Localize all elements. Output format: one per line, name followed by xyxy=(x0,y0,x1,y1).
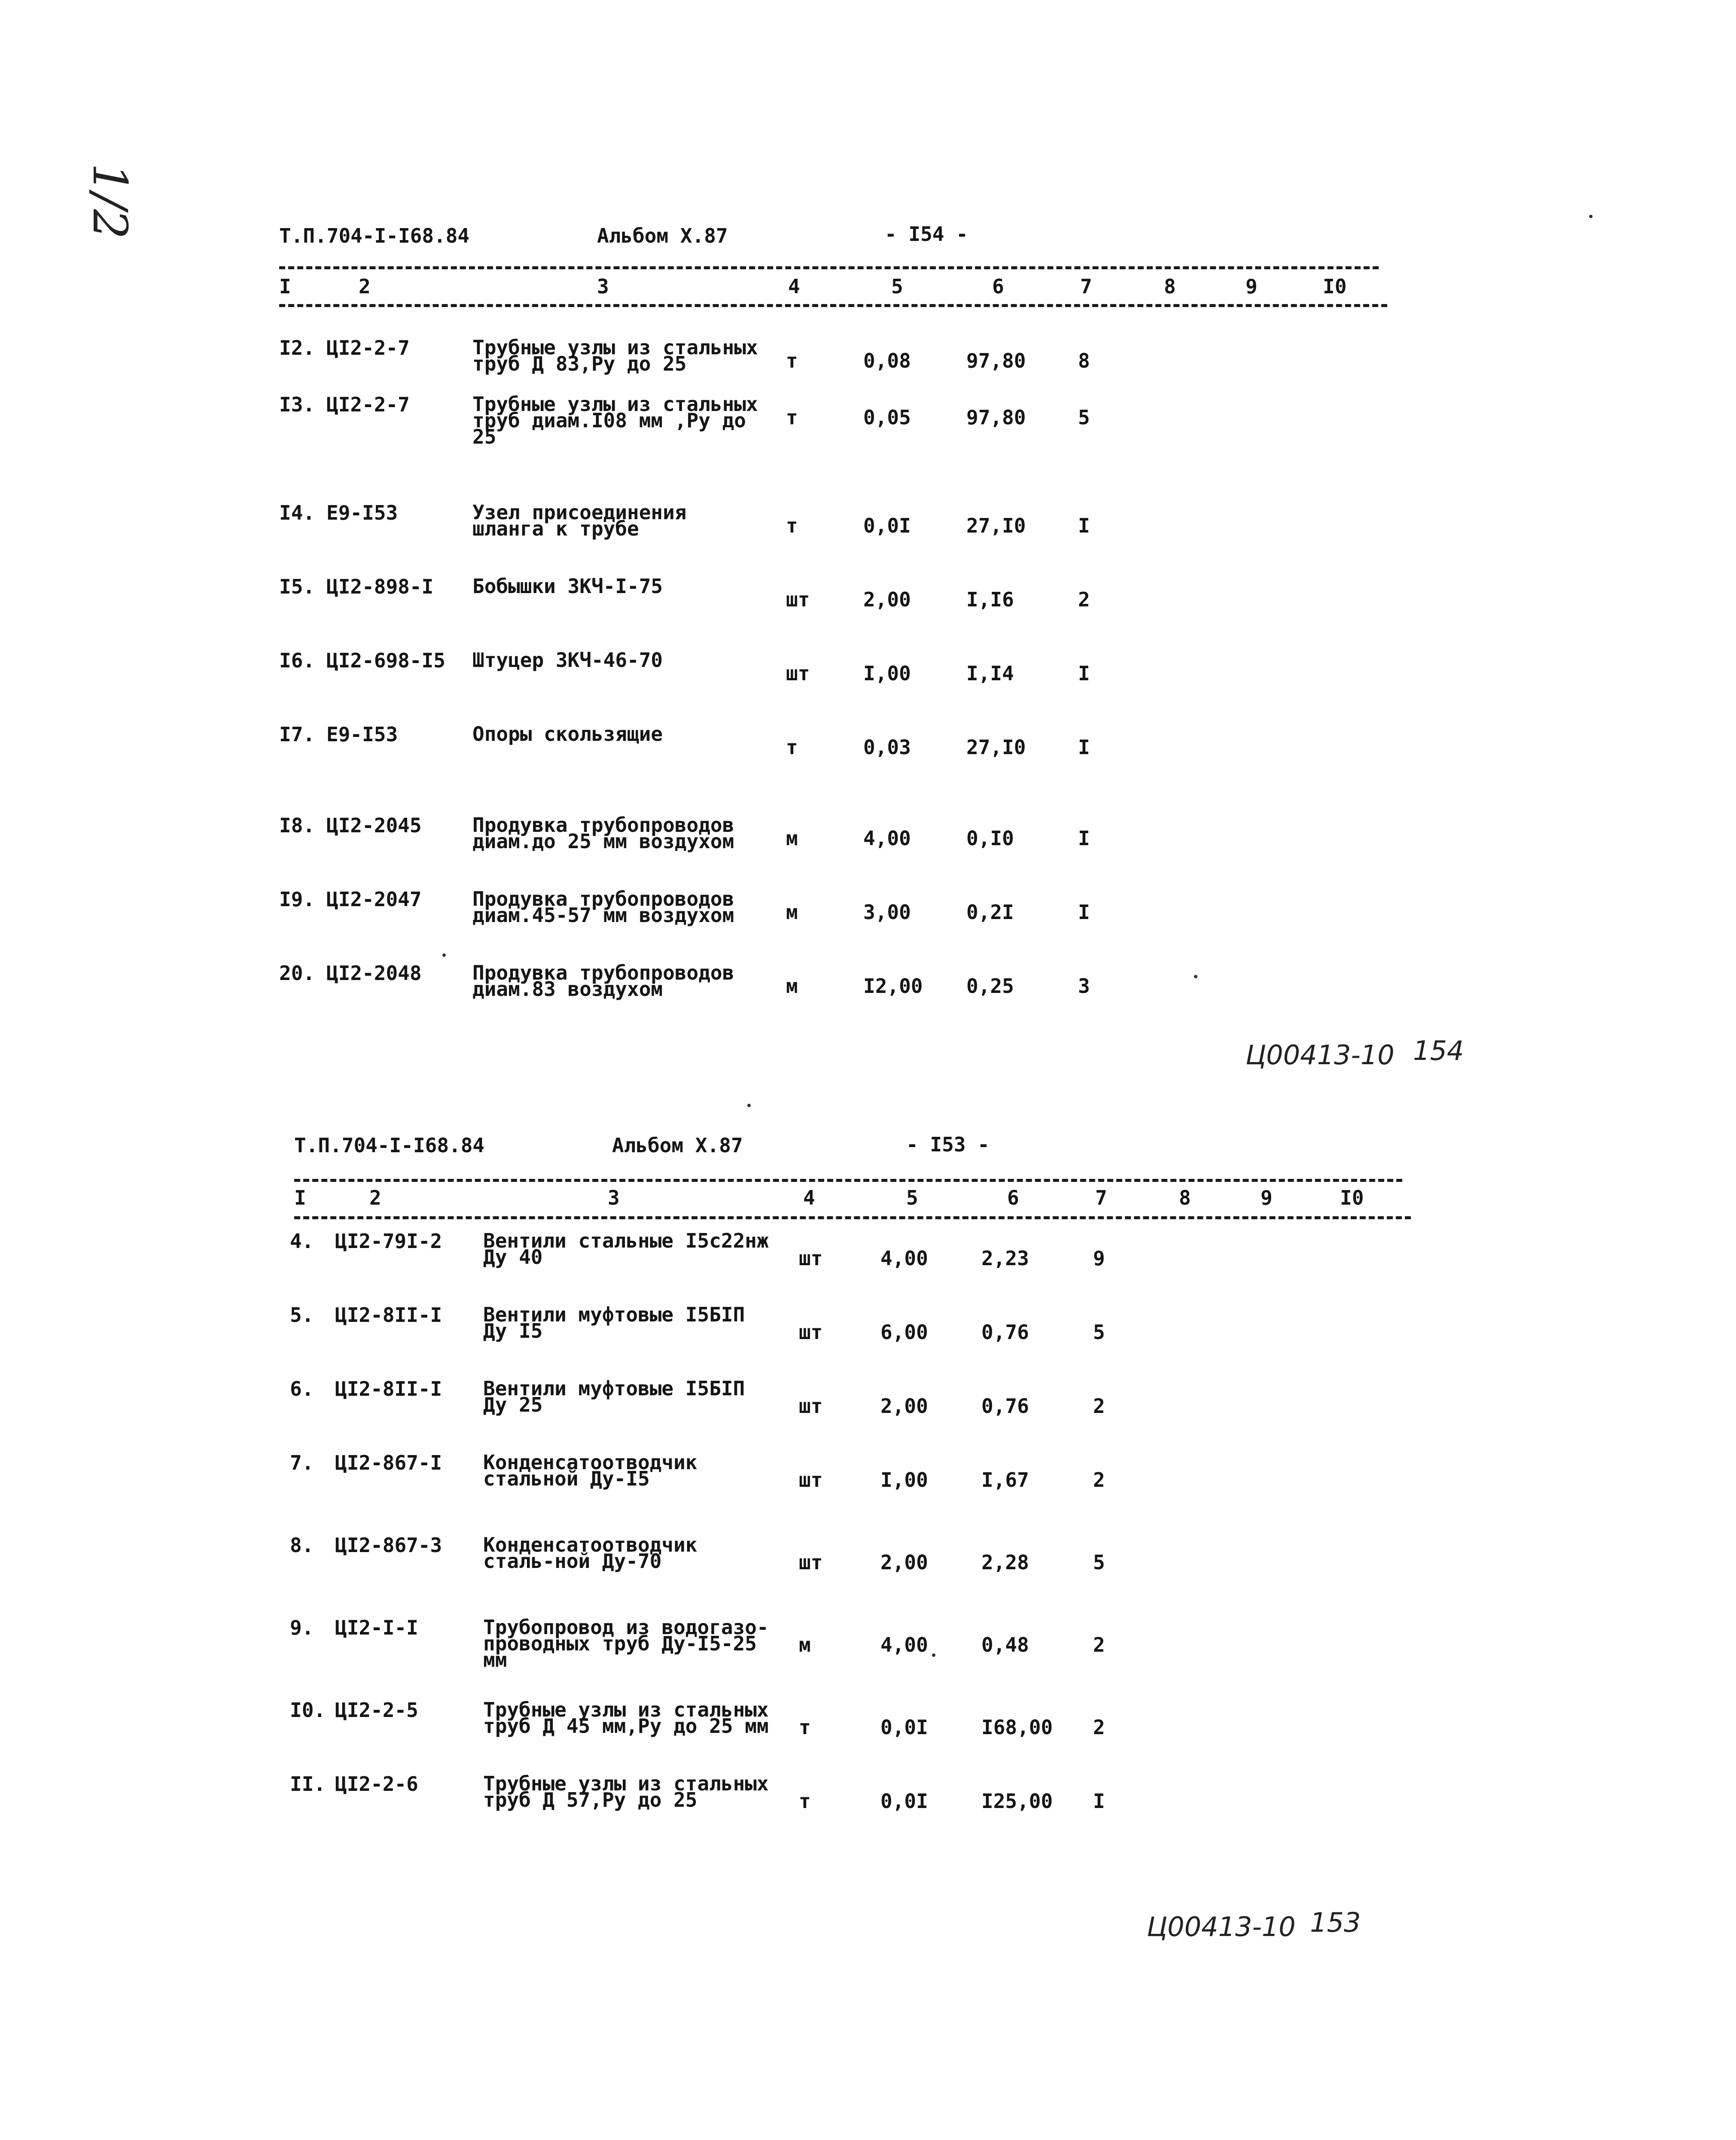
column-number: I xyxy=(294,1186,306,1209)
rate-code: ЦI2-2-7 xyxy=(326,393,410,416)
column-7-value: 2 xyxy=(1093,1468,1105,1492)
unit-price: 0,25 xyxy=(966,974,1014,998)
album-label: Альбом X.87 xyxy=(597,224,728,247)
unit-price: I25,00 xyxy=(981,1790,1053,1813)
column-7-value: I xyxy=(1078,662,1090,685)
table-row xyxy=(0,887,1736,964)
quantity: 4,00 xyxy=(863,827,911,850)
table-row xyxy=(0,1451,1736,1527)
quantity: I,00 xyxy=(863,662,911,685)
column-7-value: I xyxy=(1093,1790,1105,1813)
rate-code: ЦI2-867-I xyxy=(335,1451,442,1474)
unit-of-measure: шт xyxy=(799,1394,823,1418)
quantity: 0,05 xyxy=(863,406,911,429)
work-description: Трубные узлы из стальных труб Д 45 мм,Ру до 25 мм xyxy=(483,1698,769,1738)
album-label: Альбом X.87 xyxy=(612,1134,743,1157)
unit-of-measure: м xyxy=(786,827,798,850)
handwritten-reference: Ц00413-10 xyxy=(1246,1039,1395,1071)
work-description: Конденсатоотводчик сталь-ной Ду-70 xyxy=(483,1533,697,1573)
rate-code: ЦI2-2047 xyxy=(326,888,422,911)
work-description: Вентили стальные I5с22нж Ду 40 xyxy=(483,1229,769,1269)
row-number: I7. xyxy=(279,723,315,746)
work-description: Вентили муфтовые I5БIП Ду 25 xyxy=(483,1377,745,1416)
quantity: I2,00 xyxy=(863,974,923,998)
unit-of-measure: шт xyxy=(786,588,810,611)
scan-speck xyxy=(442,953,446,957)
column-7-value: 8 xyxy=(1078,349,1090,372)
column-7-value: I xyxy=(1078,514,1090,537)
rate-code: ЦI2-2048 xyxy=(326,962,422,985)
column-7-value: 5 xyxy=(1078,406,1090,429)
unit-of-measure: т xyxy=(786,736,798,759)
column-7-value: 3 xyxy=(1078,974,1090,998)
unit-of-measure: шт xyxy=(799,1468,823,1492)
table-row xyxy=(0,1303,1736,1379)
unit-price: 0,2I xyxy=(966,901,1014,924)
column-7-value: 2 xyxy=(1078,588,1090,611)
column-7-value: I xyxy=(1078,736,1090,759)
row-number: 8. xyxy=(290,1534,314,1557)
row-number: I3. xyxy=(279,393,315,416)
row-number: 7. xyxy=(290,1451,314,1474)
quantity: 2,00 xyxy=(880,1394,928,1418)
page-number: - I54 - xyxy=(885,222,968,246)
unit-of-measure: т xyxy=(786,514,798,537)
table-rule-header xyxy=(279,304,1387,307)
quantity: 0,0I xyxy=(880,1716,928,1739)
column-7-value: 2 xyxy=(1093,1633,1105,1656)
column-7-value: 2 xyxy=(1093,1716,1105,1739)
scan-speck xyxy=(1194,975,1197,978)
table-row xyxy=(0,1229,1736,1306)
quantity: 6,00 xyxy=(880,1321,928,1344)
column-number: 3 xyxy=(597,275,609,298)
table-row xyxy=(0,648,1736,725)
rate-code: Е9-I53 xyxy=(326,501,398,524)
work-description: Трубные узлы из стальных труб диам.I08 мм ,Ру до 25 xyxy=(472,393,758,448)
work-description: Продувка трубопроводов диам.83 воздухом xyxy=(472,961,734,1001)
column-7-value: 9 xyxy=(1093,1247,1105,1270)
work-description: Продувка трубопроводов диам.45-57 мм воздухом xyxy=(472,887,734,927)
row-number: I9. xyxy=(279,888,315,911)
unit-of-measure: шт xyxy=(786,662,810,685)
unit-of-measure: м xyxy=(786,901,798,924)
table-row xyxy=(0,1616,1736,1692)
unit-price: I,I4 xyxy=(966,662,1014,685)
rate-code: ЦI2-867-3 xyxy=(335,1534,442,1557)
work-description: Трубные узлы из стальных труб Д 57,Ру до 25 xyxy=(483,1772,769,1811)
unit-price: I68,00 xyxy=(981,1716,1053,1739)
unit-price: 27,I0 xyxy=(966,736,1026,759)
column-number: 9 xyxy=(1261,1186,1273,1209)
row-number: I5. xyxy=(279,575,315,598)
work-description: Узел присоединения шланга к трубе xyxy=(472,501,687,540)
quantity: 4,00 xyxy=(880,1633,928,1656)
table-row xyxy=(0,813,1736,890)
work-description: Опоры скользящие xyxy=(472,722,663,746)
unit-of-measure: т xyxy=(799,1716,811,1739)
column-7-value: 2 xyxy=(1093,1394,1105,1418)
row-number: I0. xyxy=(290,1699,326,1722)
unit-of-measure: т xyxy=(786,349,798,372)
unit-price: 0,76 xyxy=(981,1394,1029,1418)
column-number: 7 xyxy=(1080,275,1092,298)
table-row xyxy=(0,1772,1736,1848)
row-number: 20. xyxy=(279,962,315,985)
rate-code: ЦI2-2-6 xyxy=(335,1772,418,1796)
rate-code: Е9-I53 xyxy=(326,723,398,746)
handwritten-page: 154 xyxy=(1413,1035,1464,1066)
column-number: 5 xyxy=(891,275,903,298)
quantity: 0,03 xyxy=(863,736,911,759)
unit-price: 2,28 xyxy=(981,1551,1029,1574)
column-number: 4 xyxy=(803,1186,815,1209)
rate-code: ЦI2-898-I xyxy=(326,575,434,598)
unit-of-measure: т xyxy=(786,406,798,429)
rate-code: ЦI2-2045 xyxy=(326,814,422,837)
table-rule-top xyxy=(294,1179,1402,1182)
work-description: Продувка трубопроводов диам.до 25 мм воздухом xyxy=(472,813,734,853)
rate-code: ЦI2-8II-I xyxy=(335,1303,442,1327)
column-7-value: 5 xyxy=(1093,1551,1105,1574)
column-number: 8 xyxy=(1164,275,1176,298)
scan-speck xyxy=(747,1104,751,1107)
unit-price: I,67 xyxy=(981,1468,1029,1492)
table-rule-top xyxy=(279,266,1379,269)
rate-code: ЦI2-79I-2 xyxy=(335,1230,442,1253)
column-7-value: I xyxy=(1078,827,1090,850)
table-row xyxy=(0,1533,1736,1610)
work-description: Вентили муфтовые I5БIП Ду I5 xyxy=(483,1303,745,1342)
row-number: I2. xyxy=(279,336,315,359)
work-description: Трубопровод из водогазо-проводных труб Ду-I5-25 мм xyxy=(483,1616,769,1671)
row-number: I6. xyxy=(279,649,315,672)
column-number: I xyxy=(279,275,291,298)
rate-code: ЦI2-2-7 xyxy=(326,336,410,359)
unit-of-measure: м xyxy=(799,1633,811,1656)
unit-price: 27,I0 xyxy=(966,514,1026,537)
table-row xyxy=(0,961,1736,1038)
handwritten-page: 153 xyxy=(1310,1907,1361,1938)
work-description: Бобышки ЗКЧ-I-75 xyxy=(472,575,663,598)
row-number: II. xyxy=(290,1772,326,1796)
handwritten-reference: Ц00413-10 xyxy=(1147,1911,1296,1942)
table-row xyxy=(0,393,1736,469)
quantity: 0,0I xyxy=(863,514,911,537)
column-number: 2 xyxy=(369,1186,381,1209)
column-number: 2 xyxy=(359,275,371,298)
row-number: I8. xyxy=(279,814,315,837)
unit-price: 97,80 xyxy=(966,349,1026,372)
doc-code: Т.П.704-I-I68.84 xyxy=(294,1134,485,1157)
scan-speck xyxy=(932,1653,935,1657)
row-number: 4. xyxy=(290,1230,314,1253)
doc-code: Т.П.704-I-I68.84 xyxy=(279,224,470,247)
quantity: 2,00 xyxy=(880,1551,928,1574)
column-number: 7 xyxy=(1095,1186,1107,1209)
column-number: 6 xyxy=(1007,1186,1019,1209)
rate-code: ЦI2-698-I5 xyxy=(326,649,445,672)
column-number: 8 xyxy=(1179,1186,1191,1209)
table-row xyxy=(0,722,1736,799)
column-7-value: 5 xyxy=(1093,1321,1105,1344)
row-number: 6. xyxy=(290,1377,314,1400)
unit-of-measure: шт xyxy=(799,1247,823,1270)
unit-price: 0,48 xyxy=(981,1633,1029,1656)
column-number: I0 xyxy=(1340,1186,1364,1209)
table-row xyxy=(0,501,1736,577)
unit-price: 2,23 xyxy=(981,1247,1029,1270)
quantity: 2,00 xyxy=(863,588,911,611)
work-description: Конденсатоотводчик стальной Ду-I5 xyxy=(483,1451,697,1490)
column-number: 4 xyxy=(788,275,800,298)
table-rule-header xyxy=(294,1216,1411,1219)
page-number: - I53 - xyxy=(906,1133,990,1156)
unit-of-measure: шт xyxy=(799,1551,823,1574)
rate-code: ЦI2-2-5 xyxy=(335,1699,418,1722)
unit-price: 0,76 xyxy=(981,1321,1029,1344)
work-description: Штуцер ЗКЧ-46-70 xyxy=(472,648,663,672)
table-row xyxy=(0,1698,1736,1775)
column-7-value: I xyxy=(1078,901,1090,924)
column-number: 5 xyxy=(906,1186,918,1209)
margin-handwritten-mark: 1/2 xyxy=(82,163,137,240)
column-number: 3 xyxy=(608,1186,620,1209)
sheet-bottom xyxy=(0,1091,1736,2140)
unit-of-measure: м xyxy=(786,974,798,998)
row-number: 9. xyxy=(290,1616,314,1639)
rate-code: ЦI2-8II-I xyxy=(335,1377,442,1400)
column-number: 9 xyxy=(1246,275,1258,298)
work-description: Трубные узлы из стальных труб Д 83,Ру до 25 xyxy=(472,336,758,375)
column-number: I0 xyxy=(1323,275,1347,298)
unit-price: I,I6 xyxy=(966,588,1014,611)
quantity: I,00 xyxy=(880,1468,928,1492)
unit-of-measure: шт xyxy=(799,1321,823,1344)
unit-price: 97,80 xyxy=(966,406,1026,429)
unit-of-measure: т xyxy=(799,1790,811,1813)
scan-speck xyxy=(1589,215,1593,218)
quantity: 3,00 xyxy=(863,901,911,924)
quantity: 0,0I xyxy=(880,1790,928,1813)
row-number: I4. xyxy=(279,501,315,524)
quantity: 4,00 xyxy=(880,1247,928,1270)
unit-price: 0,I0 xyxy=(966,827,1014,850)
table-row xyxy=(0,1377,1736,1453)
rate-code: ЦI2-I-I xyxy=(335,1616,418,1639)
column-number: 6 xyxy=(992,275,1004,298)
table-row xyxy=(0,575,1736,651)
row-number: 5. xyxy=(290,1303,314,1327)
quantity: 0,08 xyxy=(863,349,911,372)
